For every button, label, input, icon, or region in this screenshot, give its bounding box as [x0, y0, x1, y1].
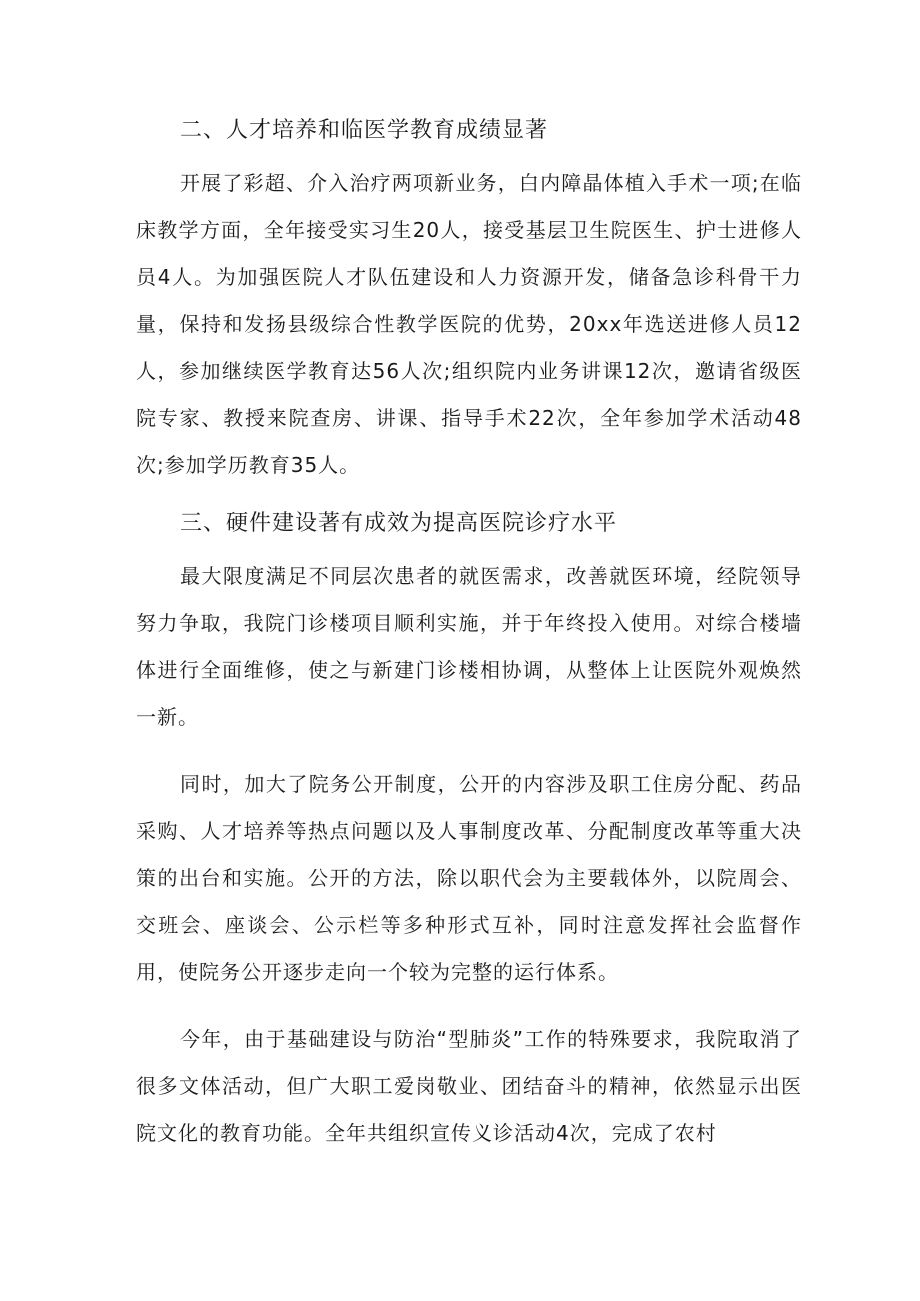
paragraph-talent-training: 开展了彩超、介入治疗两项新业务，白内障晶体植入手术一项;在临床教学方面，全年接受实习生20人，接受基层卫生院医生、护士进修人员4人。为加强医院人才队伍建设和人力资源开发，储备急诊科骨干力量，保持和发扬县级综合性教学医院的优势，20xx年选送进修人员12人，参加继续医学教育达56人次;组织院内业务讲课12次，邀请省级医院专家、教授来院查房、讲课、指导手术22次，全年参加学术活动48次;参加学历教育35人。: [136, 171, 802, 477]
section-heading-3: 三、硬件建设著有成效为提高医院诊疗水平: [180, 511, 618, 536]
paragraph-hardware-construction: 最大限度满足不同层次患者的就医需求，改善就医环境，经院领导努力争取，我院门诊楼项目顺利实施，并于年终投入使用。对综合楼墙体进行全面维修，使之与新建门诊楼相协调，从整体上让医院外观焕然一新。: [136, 564, 802, 729]
paragraph-culture-activities: 今年，由于基础建设与防治“型肺炎”工作的特殊要求，我院取消了很多文体活动，但广大职工爱岗敬业、团结奋斗的精神，依然显示出医院文化的教育功能。全年共组织宣传义诊活动4次，完成了农村: [136, 1027, 802, 1145]
paragraph-hospital-affairs: 同时，加大了院务公开制度，公开的内容涉及职工住房分配、药品采购、人才培养等热点问题以及人事制度改革、分配制度改革等重大决策的出台和实施。公开的方法，除以职代会为主要载体外，以院周会、交班会、座谈会、公示栏等多种形式互补，同时注意发挥社会监督作用，使院务公开逐步走向一个较为完整的运行体系。: [136, 772, 802, 984]
section-heading-2: 二、人才培养和临医学教育成绩显著: [180, 118, 549, 143]
